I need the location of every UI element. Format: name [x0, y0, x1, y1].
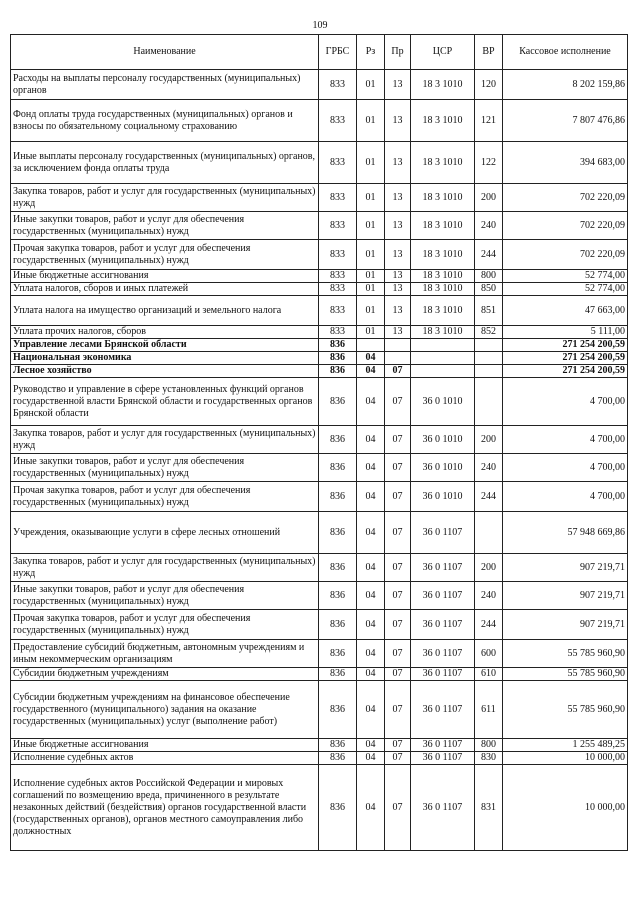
cell-name: Прочая закупка товаров, работ и услуг для обеспечения государственных (муниципальных) нужд	[11, 240, 319, 270]
cell-rz: 04	[357, 512, 385, 554]
cell-grbs: 836	[319, 739, 357, 752]
cell-rz: 04	[357, 610, 385, 640]
cell-grbs: 836	[319, 582, 357, 610]
page-number: 109	[312, 20, 328, 31]
cell-csr: 36 0 1107	[411, 582, 475, 610]
cell-csr	[411, 339, 475, 352]
cell-amount: 47 663,00	[503, 296, 628, 326]
table-row	[11, 270, 628, 283]
cell-rz: 04	[357, 554, 385, 582]
cell-amount: 271 254 200,59	[503, 339, 628, 352]
cell-name: Уплата прочих налогов, сборов	[11, 326, 319, 339]
cell-name: Иные закупки товаров, работ и услуг для обеспечения государственных (муниципальных) нужд	[11, 454, 319, 482]
cell-rz: 01	[357, 184, 385, 212]
cell-amount: 52 774,00	[503, 283, 628, 296]
cell-pr: 07	[385, 610, 411, 640]
cell-amount: 57 948 669,86	[503, 512, 628, 554]
cell-vr: 850	[475, 283, 503, 296]
cell-vr: 600	[475, 640, 503, 668]
cell-rz: 04	[357, 582, 385, 610]
cell-grbs: 836	[319, 668, 357, 681]
cell-pr: 07	[385, 640, 411, 668]
cell-grbs: 833	[319, 283, 357, 296]
cell-amount: 702 220,09	[503, 212, 628, 240]
cell-rz: 04	[357, 378, 385, 426]
cell-name: Национальная экономика	[11, 352, 319, 365]
cell-name: Фонд оплаты труда государственных (муниципальных) органов и взносы по обязательному социальному страхованию	[11, 100, 319, 142]
cell-vr	[475, 339, 503, 352]
cell-pr: 07	[385, 554, 411, 582]
cell-amount: 8 202 159,86	[503, 70, 628, 100]
cell-csr: 18 3 1010	[411, 270, 475, 283]
header-vr: ВР	[475, 35, 503, 70]
cell-amount: 55 785 960,90	[503, 681, 628, 739]
table-row	[11, 142, 628, 184]
cell-rz: 01	[357, 296, 385, 326]
cell-csr	[411, 352, 475, 365]
cell-vr: 800	[475, 270, 503, 283]
table-header-row	[11, 35, 628, 70]
cell-csr: 18 3 1010	[411, 240, 475, 270]
header-pr: Пр	[385, 35, 411, 70]
cell-rz: 04	[357, 365, 385, 378]
cell-vr: 831	[475, 765, 503, 851]
cell-rz: 01	[357, 326, 385, 339]
cell-pr: 07	[385, 365, 411, 378]
cell-csr: 36 0 1010	[411, 482, 475, 512]
cell-vr: 244	[475, 482, 503, 512]
table-row	[11, 70, 628, 100]
cell-rz: 04	[357, 482, 385, 512]
cell-grbs: 833	[319, 100, 357, 142]
cell-grbs: 836	[319, 339, 357, 352]
table-row	[11, 100, 628, 142]
table-row	[11, 681, 628, 739]
cell-vr	[475, 378, 503, 426]
cell-csr: 18 3 1010	[411, 326, 475, 339]
cell-pr: 07	[385, 681, 411, 739]
cell-name: Лесное хозяйство	[11, 365, 319, 378]
cell-csr: 36 0 1107	[411, 640, 475, 668]
table-row	[11, 668, 628, 681]
cell-csr: 18 3 1010	[411, 212, 475, 240]
cell-vr: 240	[475, 212, 503, 240]
cell-vr: 244	[475, 240, 503, 270]
cell-csr: 18 3 1010	[411, 142, 475, 184]
cell-grbs: 836	[319, 426, 357, 454]
cell-rz: 01	[357, 240, 385, 270]
budget-table	[10, 34, 628, 851]
cell-csr: 36 0 1107	[411, 681, 475, 739]
cell-rz: 04	[357, 352, 385, 365]
cell-pr: 07	[385, 739, 411, 752]
cell-grbs: 836	[319, 352, 357, 365]
cell-pr: 07	[385, 426, 411, 454]
cell-csr: 18 3 1010	[411, 184, 475, 212]
table-body	[11, 70, 628, 851]
cell-amount: 907 219,71	[503, 554, 628, 582]
cell-amount: 5 111,00	[503, 326, 628, 339]
cell-rz: 04	[357, 454, 385, 482]
cell-grbs: 833	[319, 70, 357, 100]
cell-name: Уплата налога на имущество организаций и земельного налога	[11, 296, 319, 326]
cell-grbs: 836	[319, 482, 357, 512]
cell-name: Закупка товаров, работ и услуг для государственных (муниципальных) нужд	[11, 554, 319, 582]
cell-name: Иные выплаты персоналу государственных (муниципальных) органов, за исключением фонда оплаты труда	[11, 142, 319, 184]
cell-name: Управление лесами Брянской области	[11, 339, 319, 352]
cell-amount: 55 785 960,90	[503, 668, 628, 681]
cell-pr: 13	[385, 184, 411, 212]
table-row	[11, 454, 628, 482]
cell-name: Руководство и управление в сфере установленных функций органов государственной власти Брянской области и государственных органов Брянской области	[11, 378, 319, 426]
cell-csr: 36 0 1107	[411, 739, 475, 752]
cell-rz: 04	[357, 681, 385, 739]
cell-amount: 702 220,09	[503, 240, 628, 270]
table-row	[11, 339, 628, 352]
table-row	[11, 378, 628, 426]
cell-pr: 13	[385, 70, 411, 100]
cell-vr: 244	[475, 610, 503, 640]
cell-grbs: 833	[319, 270, 357, 283]
table-row	[11, 352, 628, 365]
cell-rz: 04	[357, 765, 385, 851]
cell-vr: 800	[475, 739, 503, 752]
cell-vr: 122	[475, 142, 503, 184]
cell-pr: 13	[385, 326, 411, 339]
cell-vr: 200	[475, 184, 503, 212]
cell-name: Иные закупки товаров, работ и услуг для обеспечения государственных (муниципальных) нужд	[11, 582, 319, 610]
cell-amount: 55 785 960,90	[503, 640, 628, 668]
cell-grbs: 833	[319, 240, 357, 270]
cell-pr: 13	[385, 283, 411, 296]
cell-grbs: 836	[319, 681, 357, 739]
cell-csr: 36 0 1107	[411, 610, 475, 640]
cell-name: Исполнение судебных актов	[11, 752, 319, 765]
cell-vr: 830	[475, 752, 503, 765]
cell-rz: 04	[357, 739, 385, 752]
header-csr: ЦСР	[411, 35, 475, 70]
cell-vr: 240	[475, 582, 503, 610]
cell-csr	[411, 365, 475, 378]
cell-grbs: 833	[319, 212, 357, 240]
cell-csr: 18 3 1010	[411, 283, 475, 296]
cell-amount: 907 219,71	[503, 582, 628, 610]
cell-pr: 13	[385, 240, 411, 270]
cell-rz: 04	[357, 426, 385, 454]
cell-csr: 36 0 1107	[411, 512, 475, 554]
cell-amount: 271 254 200,59	[503, 365, 628, 378]
cell-grbs: 833	[319, 326, 357, 339]
cell-grbs: 836	[319, 640, 357, 668]
cell-pr: 07	[385, 454, 411, 482]
cell-vr	[475, 365, 503, 378]
table-row	[11, 326, 628, 339]
cell-vr: 851	[475, 296, 503, 326]
cell-amount: 394 683,00	[503, 142, 628, 184]
cell-pr	[385, 352, 411, 365]
cell-csr: 36 0 1010	[411, 454, 475, 482]
table-row	[11, 765, 628, 851]
cell-vr: 120	[475, 70, 503, 100]
cell-pr: 13	[385, 296, 411, 326]
header-amount: Кассовое исполнение	[503, 35, 628, 70]
cell-csr: 36 0 1107	[411, 668, 475, 681]
table-row	[11, 212, 628, 240]
cell-name: Прочая закупка товаров, работ и услуг для обеспечения государственных (муниципальных) нужд	[11, 610, 319, 640]
cell-grbs: 836	[319, 365, 357, 378]
table-row	[11, 512, 628, 554]
table-row	[11, 610, 628, 640]
cell-vr	[475, 352, 503, 365]
cell-pr: 07	[385, 668, 411, 681]
cell-rz: 01	[357, 142, 385, 184]
cell-csr: 18 3 1010	[411, 296, 475, 326]
cell-rz: 01	[357, 70, 385, 100]
cell-csr: 18 3 1010	[411, 100, 475, 142]
cell-pr: 07	[385, 512, 411, 554]
cell-csr: 36 0 1107	[411, 752, 475, 765]
cell-grbs: 833	[319, 142, 357, 184]
cell-name: Прочая закупка товаров, работ и услуг для обеспечения государственных (муниципальных) нужд	[11, 482, 319, 512]
cell-rz: 04	[357, 668, 385, 681]
cell-vr: 121	[475, 100, 503, 142]
cell-pr: 13	[385, 142, 411, 184]
cell-csr: 36 0 1010	[411, 378, 475, 426]
cell-vr: 852	[475, 326, 503, 339]
cell-name: Уплата налогов, сборов и иных платежей	[11, 283, 319, 296]
table-row	[11, 426, 628, 454]
cell-amount: 4 700,00	[503, 378, 628, 426]
cell-pr: 07	[385, 765, 411, 851]
cell-amount: 271 254 200,59	[503, 352, 628, 365]
cell-name: Иные бюджетные ассигнования	[11, 739, 319, 752]
table-row	[11, 640, 628, 668]
cell-name: Исполнение судебных актов Российской Федерации и мировых соглашений по возмещению вреда, причиненного в результате незаконных действий (бездействия) органов государственной власти (государственных органов), органов местного самоуправления либо должностных	[11, 765, 319, 851]
cell-rz: 04	[357, 640, 385, 668]
cell-amount: 907 219,71	[503, 610, 628, 640]
table-row	[11, 365, 628, 378]
table-row	[11, 482, 628, 512]
cell-pr: 07	[385, 378, 411, 426]
table-row	[11, 554, 628, 582]
cell-grbs: 836	[319, 512, 357, 554]
cell-grbs: 836	[319, 554, 357, 582]
table-row	[11, 283, 628, 296]
cell-name: Иные бюджетные ассигнования	[11, 270, 319, 283]
cell-name: Закупка товаров, работ и услуг для государственных (муниципальных) нужд	[11, 426, 319, 454]
cell-grbs: 833	[319, 296, 357, 326]
cell-rz: 04	[357, 752, 385, 765]
cell-rz: 01	[357, 283, 385, 296]
cell-amount: 1 255 489,25	[503, 739, 628, 752]
cell-grbs: 836	[319, 454, 357, 482]
cell-csr: 18 3 1010	[411, 70, 475, 100]
cell-name: Субсидии бюджетным учреждениям на финансовое обеспечение государственного (муниципального) задания на оказание государственных (муниципальных) услуг (выполнение работ)	[11, 681, 319, 739]
cell-pr: 07	[385, 482, 411, 512]
header-grbs: ГРБС	[319, 35, 357, 70]
cell-amount: 10 000,00	[503, 765, 628, 851]
cell-name: Иные закупки товаров, работ и услуг для обеспечения государственных (муниципальных) нужд	[11, 212, 319, 240]
cell-grbs: 836	[319, 765, 357, 851]
table-row	[11, 240, 628, 270]
cell-amount: 4 700,00	[503, 454, 628, 482]
cell-pr: 07	[385, 582, 411, 610]
table-row	[11, 582, 628, 610]
cell-amount: 52 774,00	[503, 270, 628, 283]
cell-rz: 01	[357, 270, 385, 283]
cell-pr: 13	[385, 212, 411, 240]
cell-pr: 07	[385, 752, 411, 765]
header-rz: Рз	[357, 35, 385, 70]
cell-pr: 13	[385, 270, 411, 283]
cell-grbs: 836	[319, 378, 357, 426]
cell-name: Учреждения, оказывающие услуги в сфере лесных отношений	[11, 512, 319, 554]
table-row	[11, 739, 628, 752]
table-row	[11, 752, 628, 765]
cell-pr: 13	[385, 100, 411, 142]
cell-csr: 36 0 1107	[411, 765, 475, 851]
cell-rz: 01	[357, 212, 385, 240]
cell-amount: 10 000,00	[503, 752, 628, 765]
cell-name: Закупка товаров, работ и услуг для государственных (муниципальных) нужд	[11, 184, 319, 212]
table-row	[11, 184, 628, 212]
header-name: Наименование	[11, 35, 319, 70]
cell-amount: 4 700,00	[503, 482, 628, 512]
cell-amount: 7 807 476,86	[503, 100, 628, 142]
cell-vr: 611	[475, 681, 503, 739]
cell-grbs: 836	[319, 610, 357, 640]
cell-vr	[475, 512, 503, 554]
cell-vr: 200	[475, 554, 503, 582]
cell-csr: 36 0 1010	[411, 426, 475, 454]
cell-rz	[357, 339, 385, 352]
cell-grbs: 836	[319, 752, 357, 765]
cell-rz: 01	[357, 100, 385, 142]
cell-csr: 36 0 1107	[411, 554, 475, 582]
cell-vr: 200	[475, 426, 503, 454]
cell-pr	[385, 339, 411, 352]
table-row	[11, 296, 628, 326]
cell-vr: 610	[475, 668, 503, 681]
cell-amount: 702 220,09	[503, 184, 628, 212]
cell-vr: 240	[475, 454, 503, 482]
cell-name: Расходы на выплаты персоналу государственных (муниципальных) органов	[11, 70, 319, 100]
cell-name: Субсидии бюджетным учреждениям	[11, 668, 319, 681]
cell-amount: 4 700,00	[503, 426, 628, 454]
cell-name: Предоставление субсидий бюджетным, автономным учреждениям и иным некоммерческим организациям	[11, 640, 319, 668]
cell-grbs: 833	[319, 184, 357, 212]
